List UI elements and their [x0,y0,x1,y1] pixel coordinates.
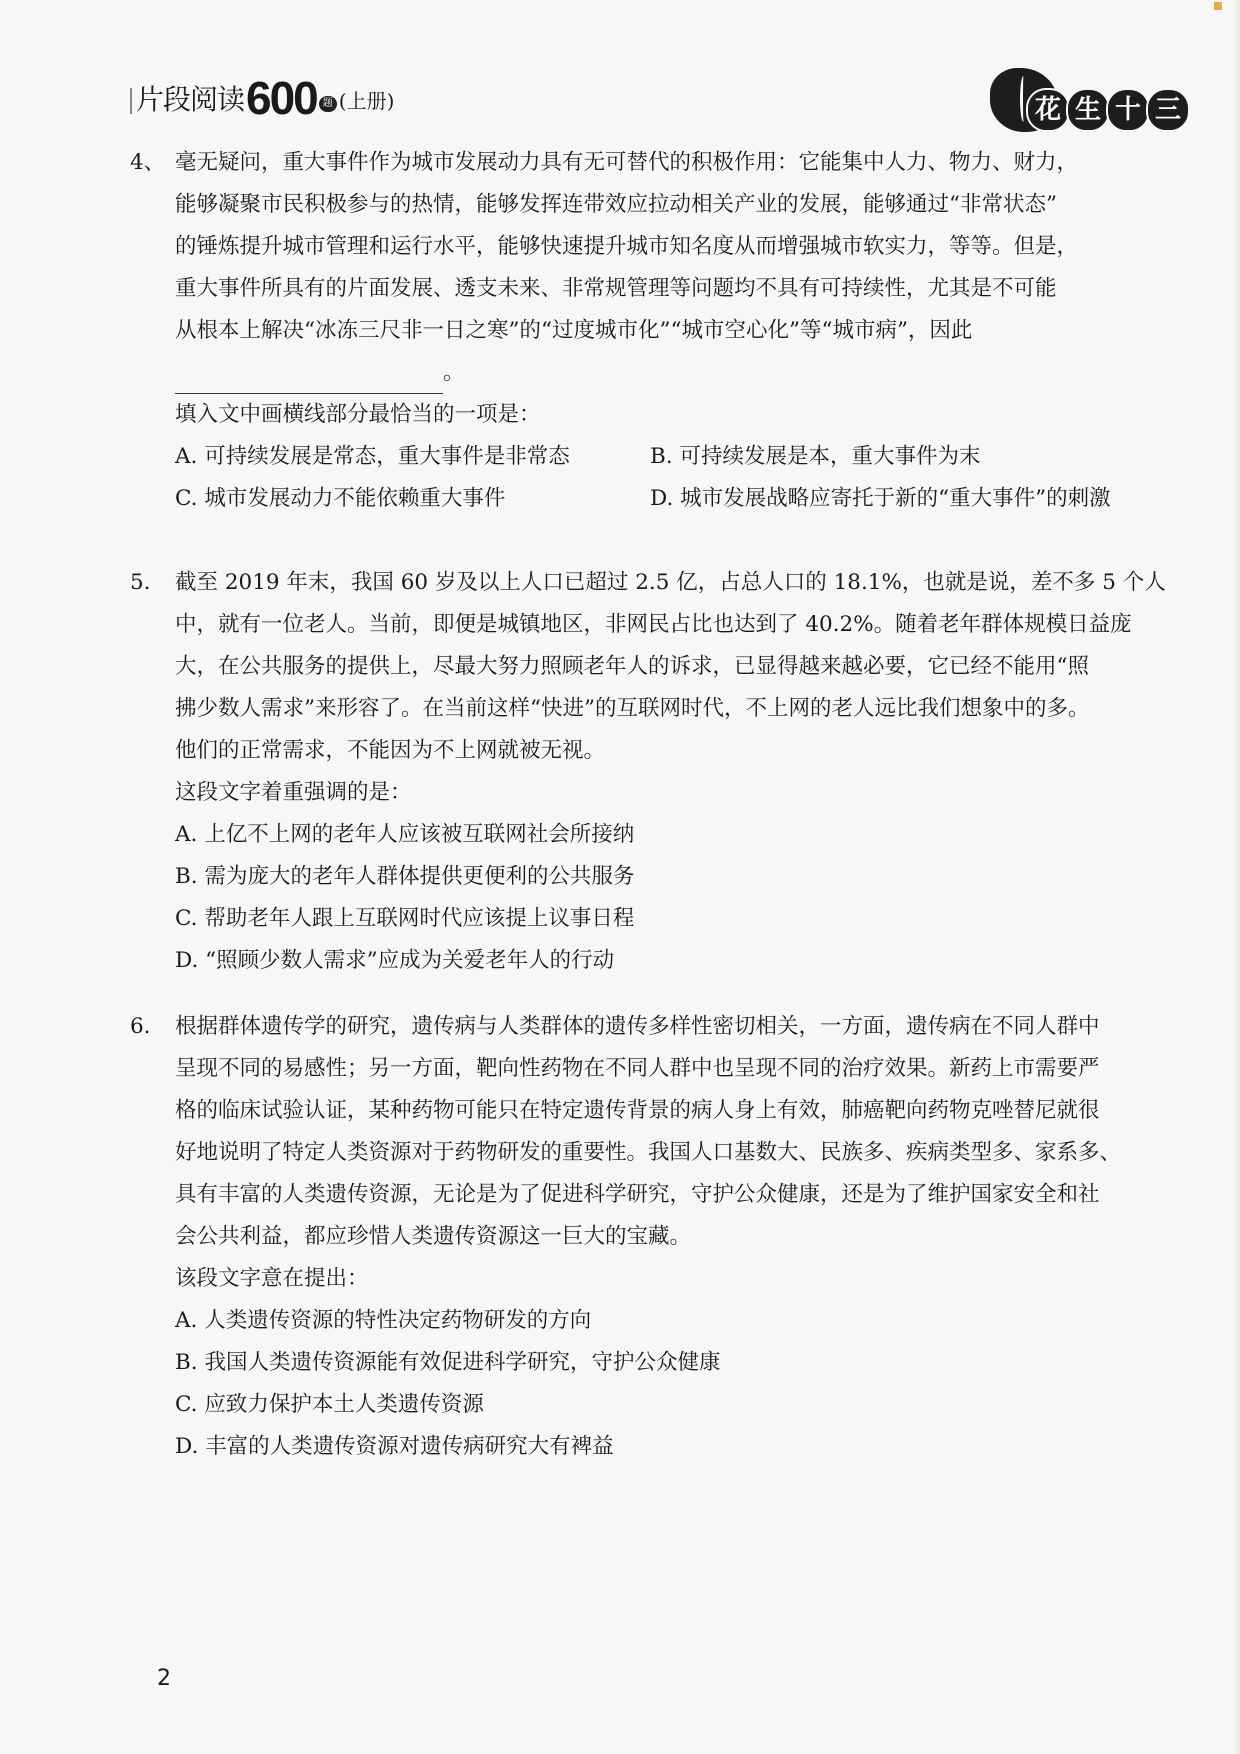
option-b[interactable]: B. 我国人类遗传资源能有效促进科学研究，守护公众健康 [175,1350,721,1375]
passage-line: 格的临床试验认证，某种药物可能只在特定遗传背景的病人身上有效，肺癌靶向药物克唑替尼就很 [175,1098,1100,1123]
question-6 [130,1006,1195,1468]
fill-in-blank [175,371,443,394]
option-a[interactable]: A. 人类遗传资源的特性决定药物研发的方向 [175,1308,592,1333]
passage-line: 具有丰富的人类遗传资源，无论是为了促进科学研究，守护公众健康，还是为了维护国家安全和社 [175,1182,1100,1207]
passage-line: 毫无疑问，重大事件作为城市发展动力具有无可替代的积极作用：它能集中人力、物力、财力， [175,150,1079,175]
option-b[interactable]: B. 可持续发展是本，重大事件为末 [650,444,981,469]
book-title-number: 600 [246,72,317,124]
title-badge: 题 [319,96,337,112]
book-header [130,72,395,124]
option-d[interactable]: D. “照顾少数人需求”应成为关爱老年人的行动 [175,948,615,973]
passage-line: 的锤炼提升城市管理和运行水平，能够快速提升城市知名度从而增强城市软实力，等等。但是， [175,234,1079,259]
option-b[interactable]: B. 需为庞大的老年人群体提供更便利的公共服务 [175,864,635,889]
logo-char: 生 [1066,88,1110,132]
option-c[interactable]: C. 帮助老年人跟上互联网时代应该提上议事日程 [175,906,635,931]
option-a[interactable]: A. 可持续发展是常态，重大事件是非常态 [175,444,570,469]
passage-line: 根据群体遗传学的研究，遗传病与人类群体的遗传多样性密切相关，一方面，遗传病在不同人群中 [175,1014,1100,1039]
logo-char: 三 [1146,88,1190,132]
scan-edge [1234,0,1240,1754]
passage-line: 会公共利益，都应珍惜人类遗传资源这一巨大的宝藏。 [175,1224,692,1249]
header-bar [130,88,132,114]
passage-line: 从根本上解决“冰冻三尺非一日之寒”的“过度城市化”“城市空心化”等“城市病”，因此 [175,318,973,343]
question-5 [130,562,1195,982]
question-number: 4、 [130,150,166,175]
passage-line: 拂少数人需求”来形容了。在当前这样“快进”的互联网时代，不上网的老人远比我们想象中的多。 [175,696,1090,721]
question-number: 6. [130,1014,151,1039]
question-prompt: 填入文中画横线部分最恰当的一项是： [175,402,541,427]
publisher-logo [990,66,1190,136]
blank-end-punct: 。 [443,360,465,385]
logo-char: 十 [1106,88,1150,132]
question-number: 5. [130,570,151,595]
passage-line: 截至 2019 年末，我国 60 岁及以上人口已超过 2.5 亿，占总人口的 18.1%，也就是说，差不多 5 个人 [175,570,1166,595]
question-4 [130,142,1195,520]
passage-line: 呈现不同的易感性；另一方面，靶向性药物在不同人群中也呈现不同的治疗效果。新药上市需要严 [175,1056,1100,1081]
question-prompt: 该段文字意在提出： [175,1266,369,1291]
option-d[interactable]: D. 丰富的人类遗传资源对遗传病研究大有裨益 [175,1434,614,1459]
corner-mark [1214,2,1222,10]
page-number: 2 [157,1666,171,1691]
option-c[interactable]: C. 城市发展动力不能依赖重大事件 [175,486,506,511]
option-a[interactable]: A. 上亿不上网的老年人应该被互联网社会所接纳 [175,822,635,847]
question-prompt: 这段文字着重强调的是： [175,780,412,805]
volume-label: (上册) [338,89,395,113]
passage-line: 好地说明了特定人类资源对于药物研发的重要性。我国人口基数大、民族多、疾病类型多、家系多、 [175,1140,1122,1165]
passage-line: 他们的正常需求，不能因为不上网就被无视。 [175,738,606,763]
option-d[interactable]: D. 城市发展战略应寄托于新的“重大事件”的刺激 [650,486,1111,511]
passage-line: 大，在公共服务的提供上，尽最大努力照顾老年人的诉求，已显得越来越必要，它已经不能用“照 [175,654,1089,679]
passage-line: 中，就有一位老人。当前，即便是城镇地区，非网民占比也达到了 40.2%。随着老年群体规模日益庞 [175,612,1132,637]
passage-line: 能够凝聚市民积极参与的热情，能够发挥连带效应拉动相关产业的发展，能够通过“非常状态” [175,192,1057,217]
logo-char: 花 [1026,88,1070,132]
book-title: 片段阅读 [136,83,245,116]
passage-line: 重大事件所具有的片面发展、透支未来、非常规管理等问题均不具有可持续性，尤其是不可能 [175,276,1057,301]
option-c[interactable]: C. 应致力保护本土人类遗传资源 [175,1392,484,1417]
